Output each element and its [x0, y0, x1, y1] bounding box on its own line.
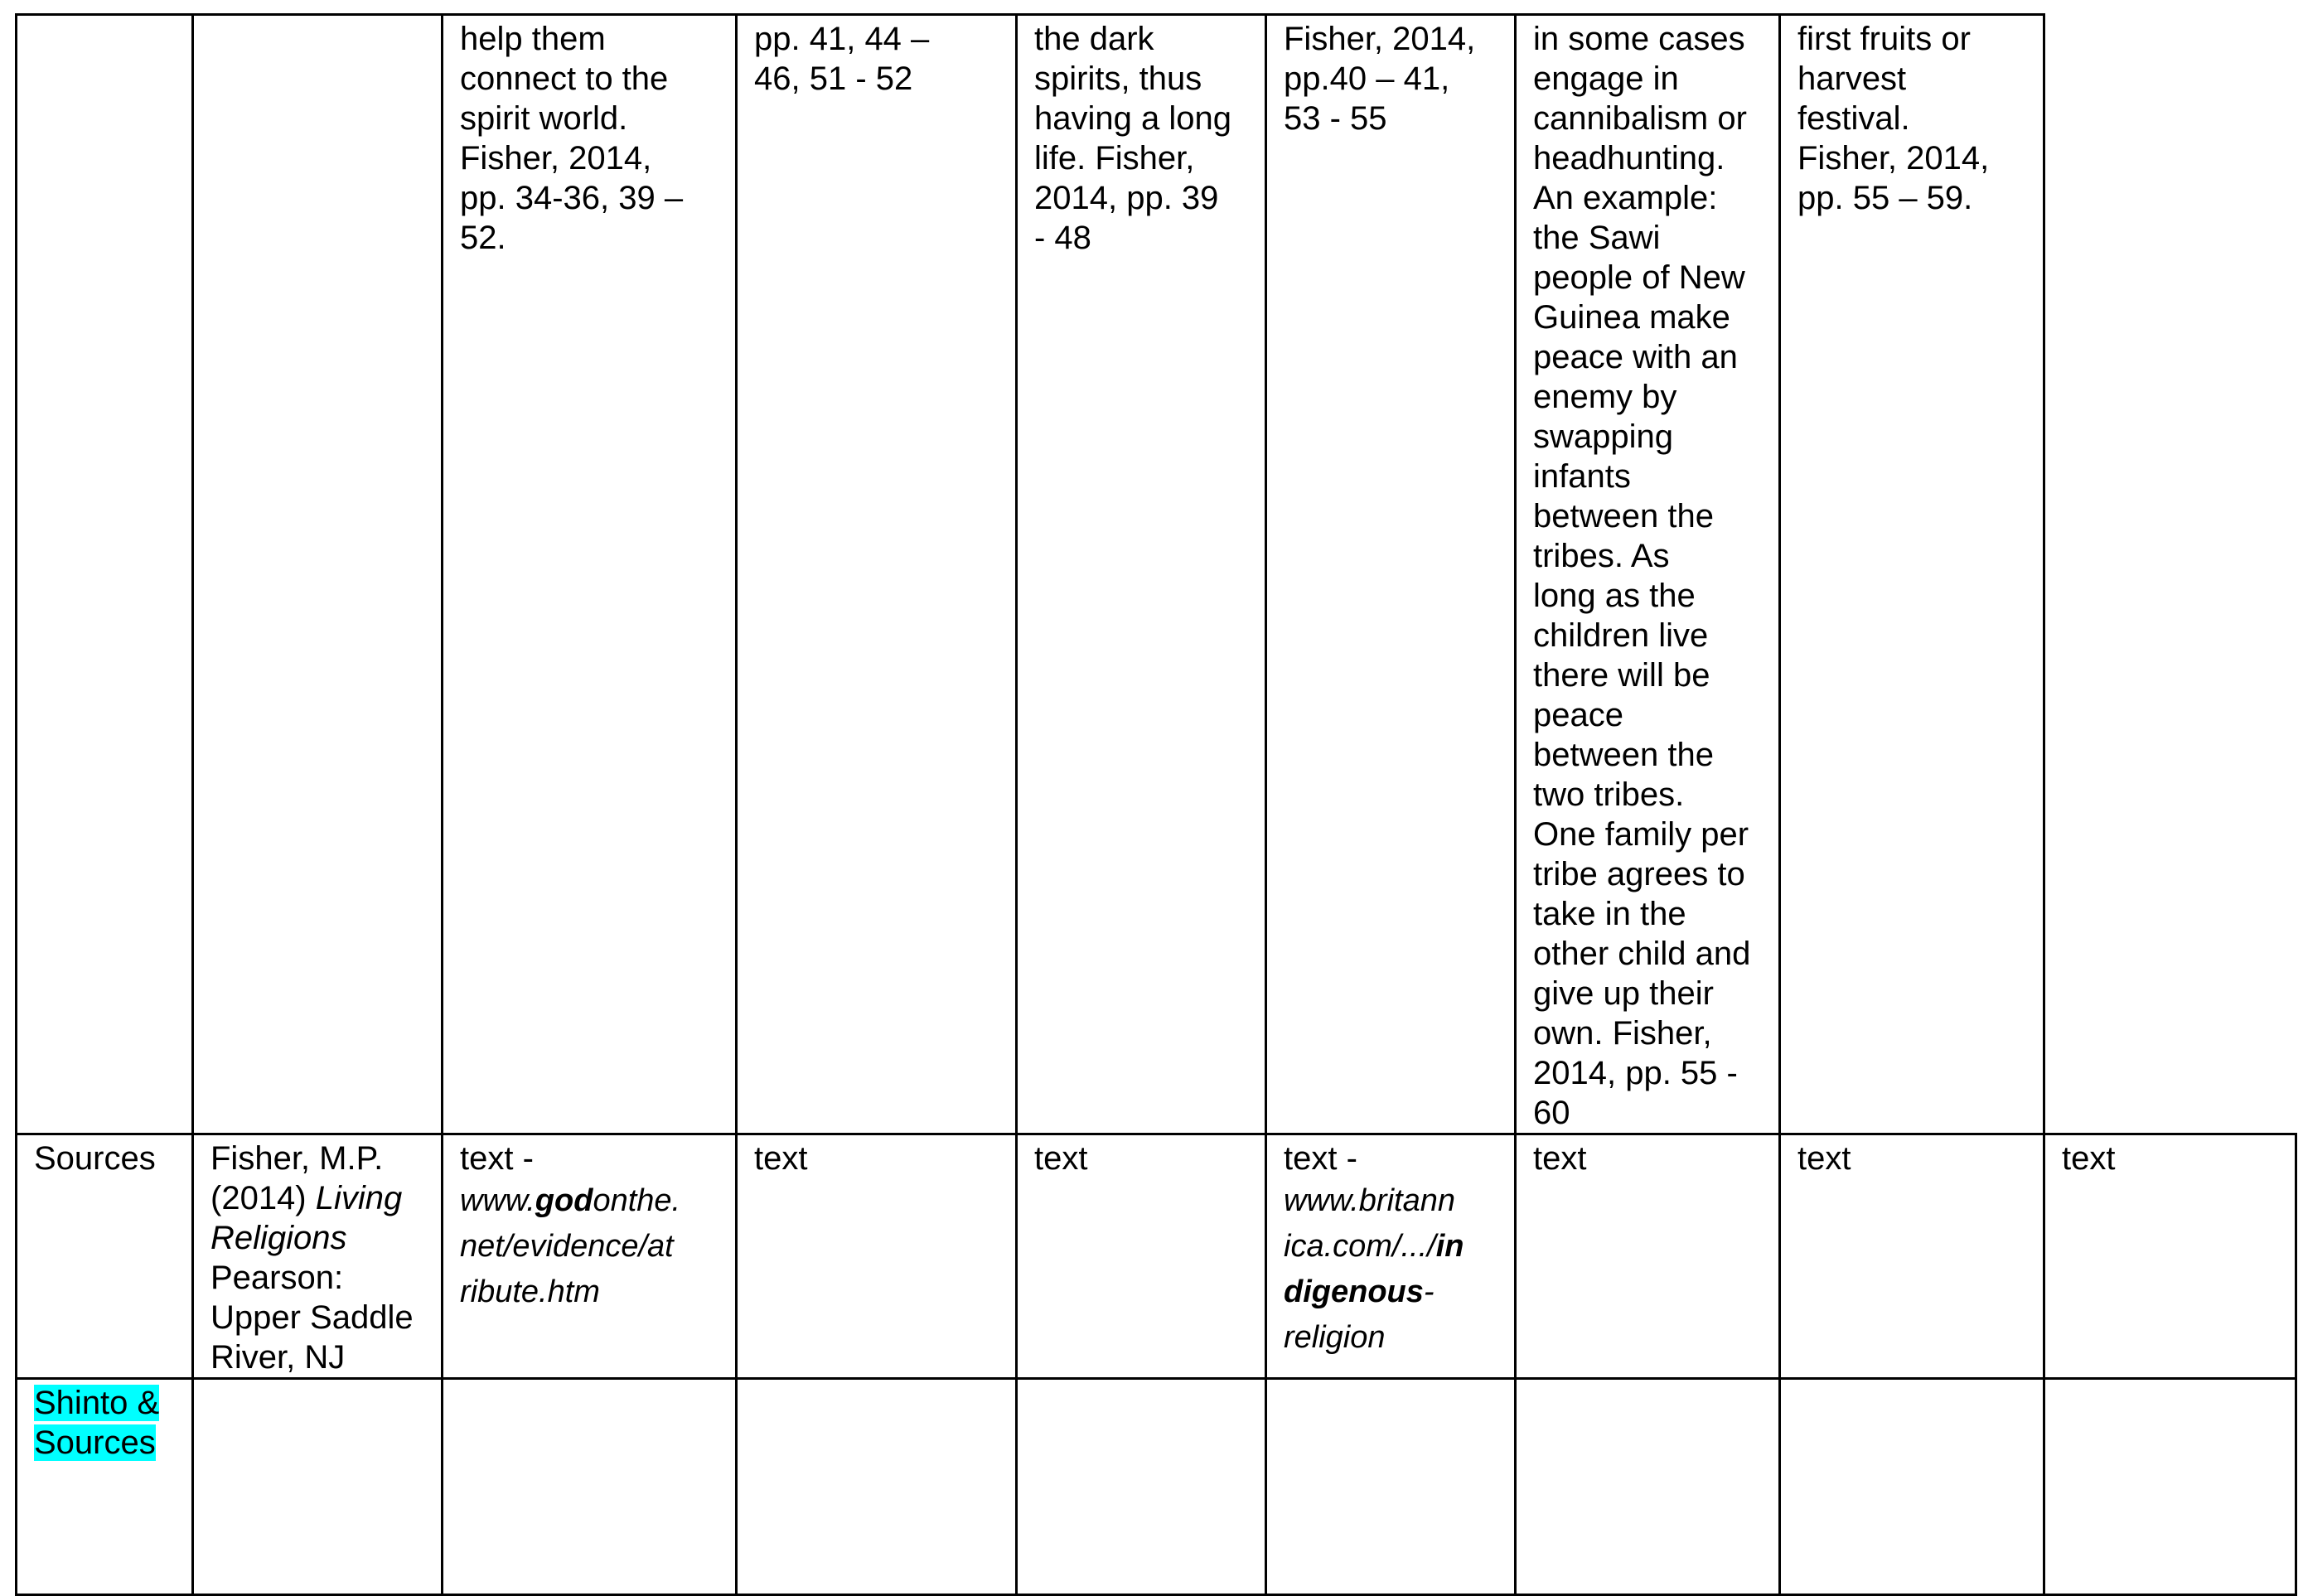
table-row-sources — [17, 1134, 2296, 1379]
table-cell — [17, 15, 193, 1134]
cell-text: first fruits or harvest festival. Fisher, 2014, pp. 55 – 59. — [1797, 21, 1990, 216]
url-bold-part: god — [535, 1183, 593, 1218]
citation-title: Living Religions — [210, 1180, 403, 1256]
citation-cell — [193, 1134, 443, 1379]
table-row-continued — [17, 15, 2296, 1134]
source-url-cell — [443, 1134, 737, 1379]
source-url — [460, 1183, 680, 1309]
url-part: www. — [460, 1183, 535, 1218]
source-url-text — [1284, 1139, 1502, 1361]
comparison-table — [15, 13, 2297, 1596]
source-prefix: text - — [1284, 1140, 1357, 1177]
table-cell — [2044, 1379, 2296, 1595]
table-cell — [1017, 1134, 1266, 1379]
table-cell — [2044, 1134, 2296, 1379]
table-cell — [1017, 1379, 1266, 1595]
row-label-shinto: Shinto & Sources — [34, 1385, 160, 1461]
cell-text: text — [1034, 1140, 1088, 1177]
source-prefix: text - — [460, 1140, 534, 1177]
table-cell — [1780, 1379, 2044, 1595]
table-cell — [1266, 15, 1516, 1134]
row-label-sources: Sources — [34, 1140, 156, 1177]
cell-text: Fisher, 2014, pp.40 – 41, 53 - 55 — [1284, 21, 1476, 137]
table-cell — [737, 1134, 1017, 1379]
row-label-cell — [17, 1379, 193, 1595]
url-part: onthe. net/evidence/at ribute.htm — [460, 1183, 681, 1309]
cell-text: text — [754, 1140, 808, 1177]
cell-text: in some cases engage in cannibalism or headhunting. An example: the Sawi people of New Guinea make peace with an enemy by swapping infants between the tribes. As long as the children live there will be peace between the two tribes. One family per tribe agrees to take in the other child and give up their own. Fisher, 2014, pp. 55 - 60 — [1533, 21, 1751, 1131]
cell-text: pp. 41, 44 – 46, 51 - 52 — [754, 21, 930, 97]
url-part: - religion — [1284, 1274, 1435, 1355]
table-cell — [1266, 1379, 1516, 1595]
table-cell — [1780, 1134, 2044, 1379]
table-cell — [443, 1379, 737, 1595]
table-cell — [1516, 1379, 1780, 1595]
cell-text: text — [2062, 1140, 2116, 1177]
table-cell — [1516, 1134, 1780, 1379]
source-url — [1284, 1183, 1464, 1355]
cell-text: help them connect to the spirit world. Fisher, 2014, pp. 34-36, 39 – 52. — [460, 21, 684, 256]
citation-author: Fisher, M.P. (2014) — [210, 1140, 384, 1216]
table-cell — [1516, 15, 1780, 1134]
source-url-cell — [1266, 1134, 1516, 1379]
table-row-shinto — [17, 1379, 2296, 1595]
cell-text: text — [1797, 1140, 1851, 1177]
citation-text — [210, 1139, 429, 1377]
citation-publisher: Pearson: Upper Saddle River, NJ — [210, 1260, 414, 1376]
table-cell — [1017, 15, 1266, 1134]
table-cell — [1780, 15, 2044, 1134]
table-cell — [193, 15, 443, 1134]
table-cell — [443, 15, 737, 1134]
cell-text: text — [1533, 1140, 1587, 1177]
source-url-text — [460, 1139, 723, 1315]
row-label-cell — [17, 1134, 193, 1379]
url-part: www.britann ica.com/.../ — [1284, 1183, 1455, 1264]
cell-text: the dark spirits, thus having a long life. Fisher, 2014, pp. 39 - 48 — [1034, 21, 1231, 256]
table-cell — [737, 15, 1017, 1134]
table-cell — [737, 1379, 1017, 1595]
url-bold-part: in digenous — [1284, 1229, 1464, 1309]
table-cell — [193, 1379, 443, 1595]
